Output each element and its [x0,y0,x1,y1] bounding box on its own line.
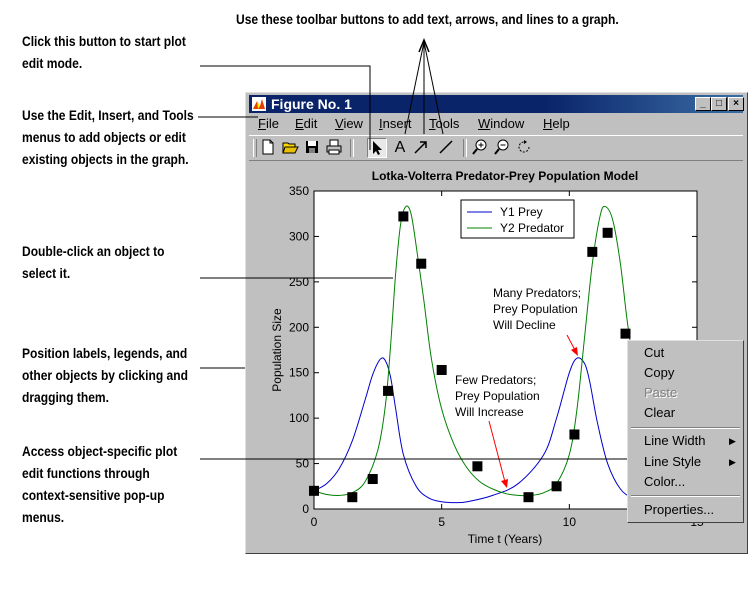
minimize-button[interactable]: _ [695,97,711,111]
annotation-line: Will Increase [455,405,524,419]
toolbar-buttons-callout: Use these toolbar buttons to add text, arrows, and lines to a graph. [236,11,619,27]
selection-handle[interactable] [309,486,319,496]
selection-handle[interactable] [569,429,579,439]
callout-line: other objects by clicking and [22,367,188,383]
context-menu-separator [631,427,740,429]
menu-insert[interactable]: Insert [379,116,412,131]
close-button[interactable]: × [728,97,744,111]
selection-handle[interactable] [472,461,482,471]
callout-line: menus. [22,509,65,525]
annotation-line: Few Predators; [455,373,537,387]
x-axis-label: Time t (Years) [467,532,543,546]
menu-file[interactable]: File [258,116,279,131]
callout-line: edit functions through [22,465,150,481]
context-menu-line-style[interactable]: Line Style [644,454,702,469]
selection-handle[interactable] [383,386,393,396]
y-tick-label: 250 [288,274,309,289]
maximize-button[interactable]: □ [711,97,727,111]
menu-view[interactable]: View [335,116,363,131]
context-menu-color[interactable]: Color... [644,474,686,489]
callout-line: Click this button to start plot [22,33,186,49]
context-menu-separator [631,495,740,497]
context-menu [627,340,744,523]
context-menu-clear[interactable]: Clear [644,405,676,420]
selection-handle[interactable] [437,365,447,375]
x-tick-label: 5 [438,515,446,529]
submenu-arrow-icon: ▶ [729,436,736,446]
legend-prey-label: Y1 Prey [500,205,543,219]
insert-text-icon[interactable]: A [394,139,406,156]
x-tick-label: 10 [562,515,577,529]
selection-handle[interactable] [523,492,533,502]
legend-predator-label: Y2 Predator [500,221,565,235]
callout-line: Access object-specific plot [22,443,178,459]
annotation-line: Many Predators; [493,286,582,300]
x-tick-label: 0 [310,515,318,529]
y-tick-label: 200 [288,320,309,335]
figure-title: Lotka-Volterra Predator-Prey Population Model [371,169,639,183]
context-menu-cut[interactable]: Cut [644,345,665,360]
selection-handle[interactable] [552,481,562,491]
leader-line-toolbar-a [405,42,424,134]
callout-line: dragging them. [22,389,109,405]
callout-line: select it. [22,265,71,281]
callout-line: Use the Edit, Insert, and Tools [22,107,194,123]
annotation-line: Will Decline [493,318,556,332]
callout-line: existing objects in the graph. [22,151,189,167]
y-tick-label: 150 [288,365,309,380]
selection-handle[interactable] [603,228,613,238]
callout-line: edit mode. [22,55,83,71]
selection-handle[interactable] [398,211,408,221]
leader-line-plot-edit [200,66,370,150]
leader-line-toolbar-c [424,42,443,134]
selection-handle[interactable] [621,329,631,339]
context-menu-paste: Paste [644,385,678,400]
y-tick-label: 100 [288,411,309,426]
context-menu-properties[interactable]: Properties... [644,502,715,517]
legend[interactable] [461,200,574,238]
y-tick-label: 0 [302,502,309,516]
callout-line: menus to add objects or edit [22,129,186,145]
menu-edit[interactable]: Edit [295,116,318,131]
callout-line: Double-click an object to [22,243,165,259]
menu-tools[interactable]: Tools [429,116,460,131]
submenu-arrow-icon: ▶ [729,457,736,467]
y-tick-label: 300 [288,229,309,244]
context-menu-copy[interactable]: Copy [644,365,675,380]
menu-help[interactable]: Help [543,116,570,131]
callout-line: Position labels, legends, and [22,345,188,361]
context-menu-line-width[interactable]: Line Width [644,433,706,448]
annotation-line: Prey Population [493,302,578,316]
y-axis-label: Population Size [270,308,284,392]
callout-line: context-sensitive pop-up [22,487,165,503]
selection-handle[interactable] [368,474,378,484]
y-tick-label: 50 [295,456,309,471]
selection-handle[interactable] [587,247,597,257]
menu-window[interactable]: Window [478,116,525,131]
y-tick-label: 350 [288,184,309,198]
selection-handle[interactable] [416,259,426,269]
annotation-line: Prey Population [455,389,540,403]
selection-handle[interactable] [347,492,357,502]
window-title: Figure No. 1 [271,96,352,112]
